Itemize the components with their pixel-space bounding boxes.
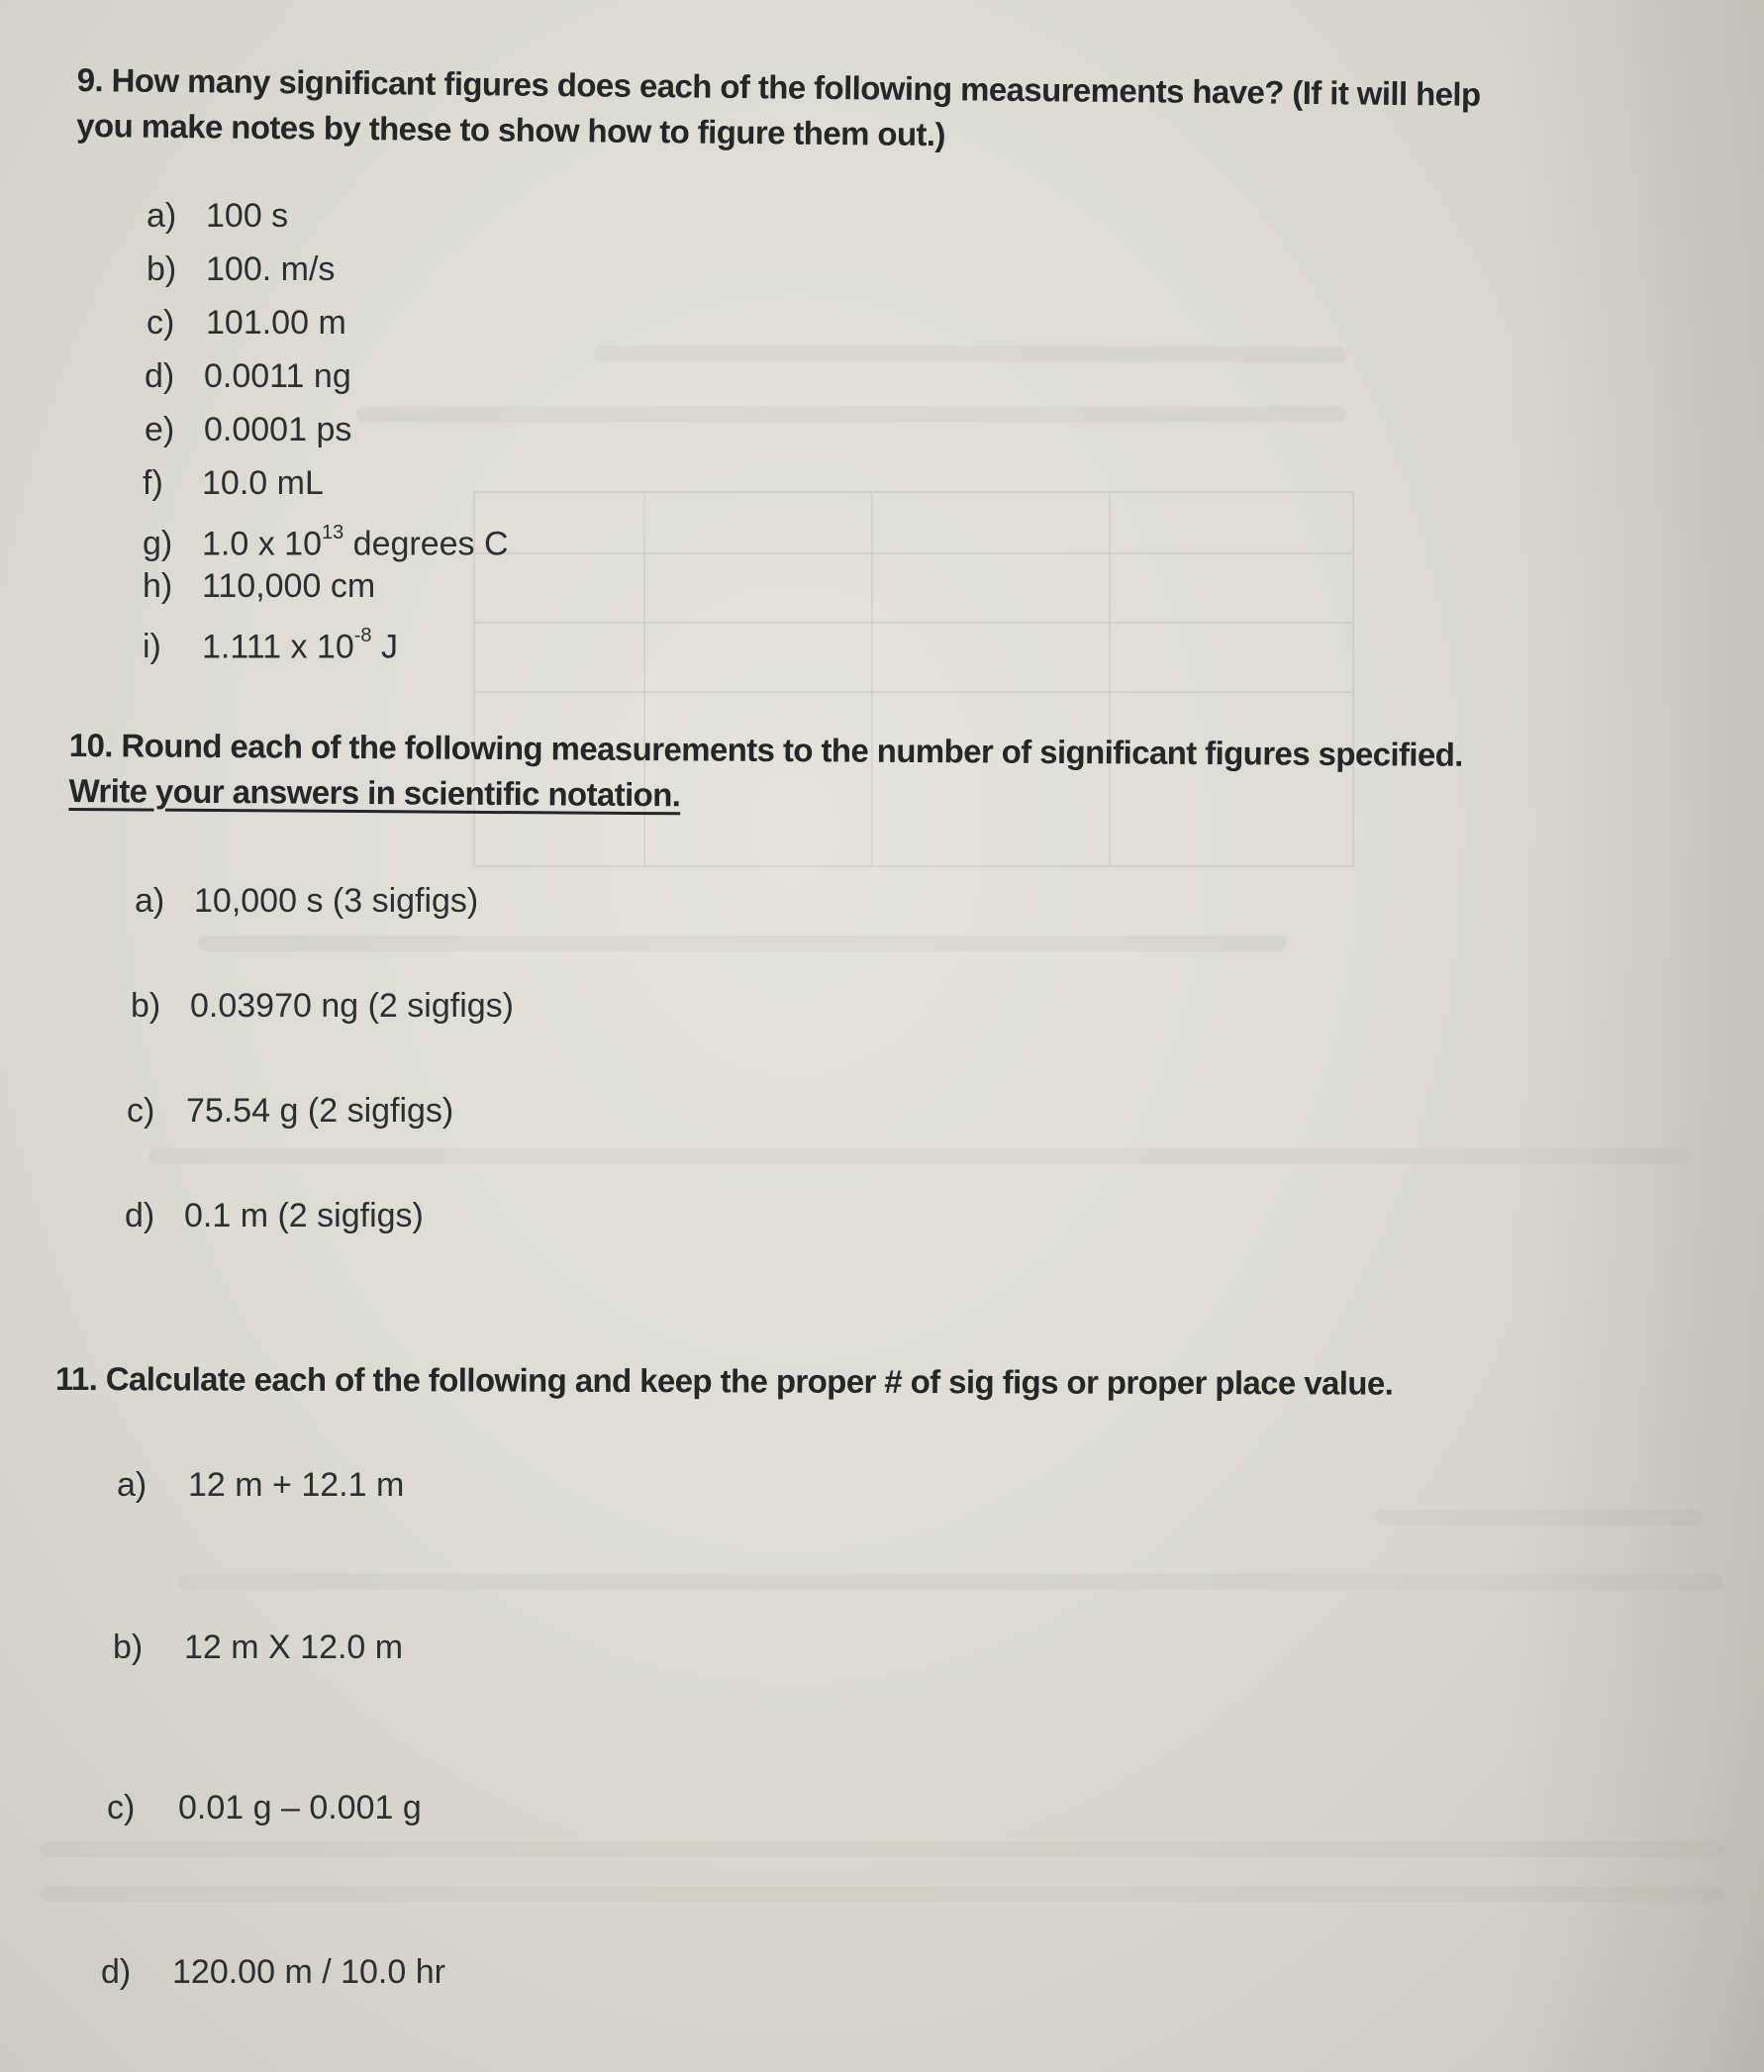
q11-item-c <box>107 1788 422 1827</box>
q9-item-d <box>145 356 351 396</box>
measurement: 110,000 cm <box>202 567 376 605</box>
q10-item-b <box>131 986 514 1026</box>
bleed-through-text <box>356 406 1346 422</box>
q9-item-a <box>147 196 288 236</box>
item-letter: b) <box>113 1628 144 1666</box>
bleed-through-text <box>40 1886 1722 1902</box>
q11-item-a <box>117 1465 404 1505</box>
q9-item-c <box>147 303 346 343</box>
bleed-through-text <box>178 1574 1722 1590</box>
item-letter: i) <box>143 628 161 666</box>
q10-item-d <box>125 1196 424 1235</box>
expression: 120.00 m / 10.0 hr <box>172 1953 445 1991</box>
q11-item-d <box>101 1952 445 1992</box>
item-letter: a) <box>147 197 177 235</box>
item-letter: c) <box>127 1092 155 1130</box>
q9-item-f <box>143 463 324 503</box>
item-letter: h) <box>143 567 173 605</box>
q11-item-b <box>113 1628 403 1667</box>
item-letter: c) <box>147 304 175 342</box>
measurement-exponent: 13 <box>321 522 344 543</box>
measurement-base: 1.111 x 10 <box>202 628 354 666</box>
bleed-through-text <box>40 1841 1722 1857</box>
question-11-heading-text: 11. Calculate each of the following and keep the proper # of sig figs or proper place value. <box>54 1360 1394 1402</box>
expression: 12 m X 12.0 m <box>184 1628 404 1666</box>
item-letter: b) <box>147 250 177 288</box>
q10-item-a <box>135 881 478 921</box>
expression: 0.01 g – 0.001 g <box>178 1789 422 1826</box>
measurement: 0.0011 ng <box>204 357 351 395</box>
bleed-through-text <box>594 346 1346 362</box>
measurement: 101.00 m <box>206 304 346 342</box>
measurement: 75.54 g (2 sigfigs) <box>186 1092 454 1130</box>
measurement: 0.1 m (2 sigfigs) <box>184 1197 424 1234</box>
measurement-base: 1.0 x 10 <box>202 525 322 563</box>
measurement-exponent: -8 <box>353 625 372 646</box>
item-letter: e) <box>145 411 175 448</box>
bleed-through-text <box>148 1148 1693 1164</box>
bleed-through-text <box>198 936 1287 951</box>
question-9-heading-line1: 9. How many significant figures does each of the following measurements have? (If it will help <box>76 60 1481 113</box>
measurement-unit: degrees C <box>343 525 509 563</box>
item-letter: a) <box>117 1466 147 1504</box>
question-10-instruction: Write your answers in scientific notation. <box>68 771 681 814</box>
item-letter: b) <box>131 987 161 1025</box>
item-letter: c) <box>107 1789 136 1826</box>
q9-item-b <box>147 249 335 289</box>
measurement: 100 s <box>206 197 289 235</box>
measurement-unit: J <box>371 628 398 666</box>
bleed-through-text <box>1376 1510 1703 1526</box>
measurement: 0.0001 ps <box>204 411 352 448</box>
question-10-heading-line1: 10. Round each of the following measurements to the number of significant figures specified. <box>68 726 1463 773</box>
item-letter: d) <box>125 1197 155 1234</box>
item-letter: a) <box>135 882 165 920</box>
measurement: 0.03970 ng (2 sigfigs) <box>190 987 514 1025</box>
q10-item-c <box>127 1091 453 1131</box>
item-letter: g) <box>143 525 173 563</box>
measurement: 10.0 mL <box>202 464 324 502</box>
q9-item-g <box>143 517 509 563</box>
measurement: 10,000 s (3 sigfigs) <box>194 882 479 920</box>
expression: 12 m + 12.1 m <box>188 1466 405 1504</box>
question-11-heading <box>55 1356 1393 1407</box>
question-10-heading <box>68 723 1463 824</box>
item-letter: d) <box>101 1953 132 1991</box>
question-9-heading <box>76 57 1481 163</box>
item-letter: d) <box>145 357 175 395</box>
q9-item-i <box>143 620 398 666</box>
measurement: 100. m/s <box>206 250 336 288</box>
q9-item-e <box>145 410 351 449</box>
q9-item-h <box>143 566 375 606</box>
item-letter: f) <box>143 464 163 502</box>
question-9-heading-line2: you make notes by these to show how to figure them out.) <box>76 106 946 153</box>
